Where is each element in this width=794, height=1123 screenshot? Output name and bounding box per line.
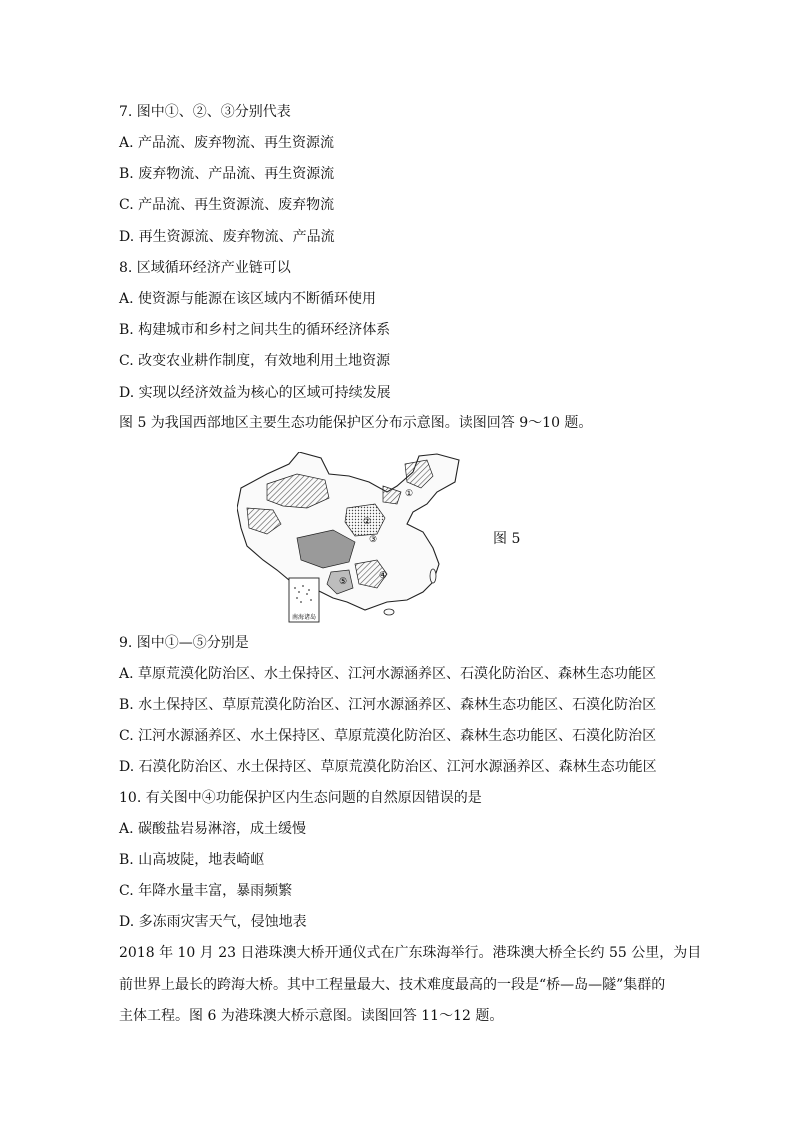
figure5-intro: 图 5 为我国西部地区主要生态功能保护区分布示意图。读图回答 9～10 题。 — [119, 415, 593, 431]
q8-option-d: D. 实现以经济效益为核心的区域可持续发展 — [119, 385, 391, 401]
q9-option-a: A. 草原荒漠化防治区、水土保持区、江河水源涵养区、石漠化防治区、森林生态功能区 — [119, 666, 657, 682]
q8-option-b: B. 构建城市和乡村之间共生的循环经济体系 — [119, 322, 391, 338]
figure6-intro-line2: 前世界上最长的跨海大桥。其中工程量最大、技术难度最高的一段是“桥—岛—隧”集群的 — [119, 977, 666, 993]
q8-stem: 8. 区域循环经济产业链可以 — [119, 260, 291, 276]
marker-1: ① — [405, 489, 414, 499]
q10-stem: 10. 有关图中④功能保护区内生态问题的自然原因错误的是 — [119, 790, 482, 806]
marker-4: ④ — [379, 571, 388, 581]
q10-option-b: B. 山高坡陡，地表崎岖 — [119, 852, 265, 868]
q9-option-c: C. 江河水源涵养区、水土保持区、草原荒漠化防治区、森林生态功能区、石漠化防治区 — [119, 728, 657, 744]
q10-option-d: D. 多冻雨灾害天气，侵蚀地表 — [119, 914, 307, 930]
q7-option-a: A. 产品流、废弃物流、再生资源流 — [119, 135, 335, 151]
q8-option-a: A. 使资源与能源在该区域内不断循环使用 — [119, 291, 377, 307]
china-map-image — [237, 452, 463, 628]
q7-option-b: B. 废弃物流、产品流、再生资源流 — [119, 166, 335, 182]
q8-option-c: C. 改变农业耕作制度，有效地利用土地资源 — [119, 353, 391, 369]
figure5-map — [237, 452, 463, 628]
q10-option-c: C. 年降水量丰富，暴雨频繁 — [119, 883, 293, 899]
q9-option-b: B. 水土保持区、草原荒漠化防治区、江河水源涵养区、森林生态功能区、石漠化防治区 — [119, 697, 657, 713]
marker-3: ③ — [369, 535, 378, 545]
marker-5: ⑤ — [339, 577, 348, 587]
q9-stem: 9. 图中①—⑤分别是 — [119, 635, 249, 651]
figure5-label: 图 5 — [493, 531, 521, 547]
figure6-intro-line3: 主体工程。图 6 为港珠澳大桥示意图。读图回答 11～12 题。 — [119, 1008, 504, 1024]
q7-option-c: C. 产品流、再生资源流、废弃物流 — [119, 197, 335, 213]
hainan-shape — [384, 609, 394, 615]
figure6-intro-line1: 2018 年 10 月 23 日港珠澳大桥开通仪式在广东珠海举行。港珠澳大桥全长约 55 公里，为目 — [119, 945, 702, 961]
q7-stem: 7. 图中①、②、③分别代表 — [119, 104, 291, 120]
inset-label: 南海诸岛 — [291, 614, 317, 621]
taiwan-shape — [430, 569, 436, 583]
q9-option-d: D. 石漠化防治区、水土保持区、草原荒漠化防治区、江河水源涵养区、森林生态功能区 — [119, 759, 657, 775]
q7-option-d: D. 再生资源流、废弃物流、产品流 — [119, 229, 335, 245]
marker-2: ② — [363, 517, 372, 527]
q10-option-a: A. 碳酸盐岩易淋溶，成土缓慢 — [119, 821, 307, 837]
